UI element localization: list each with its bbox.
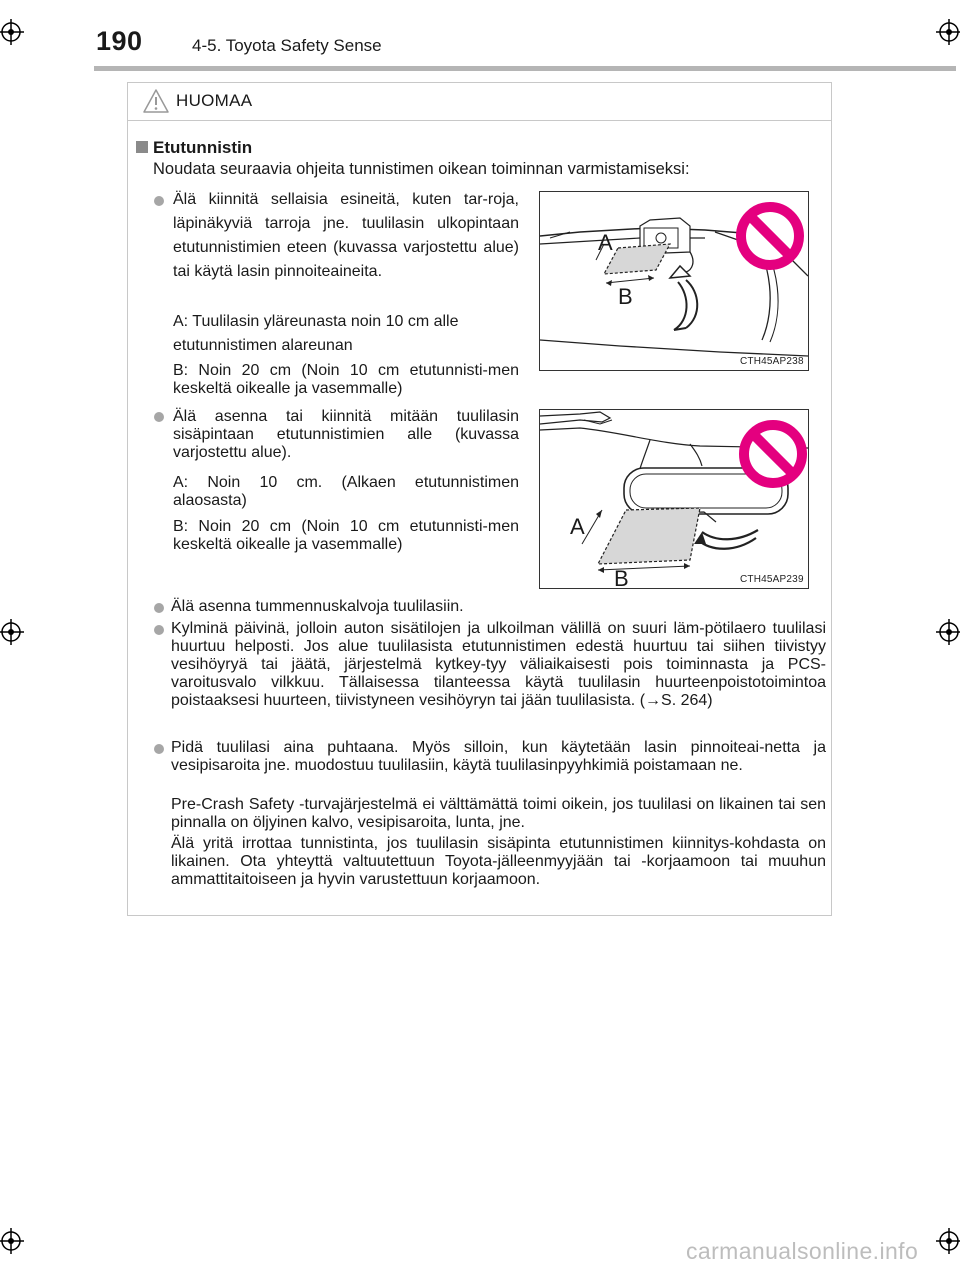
registration-mark-icon [936, 19, 960, 45]
figure-1 [539, 191, 809, 371]
bullet [154, 196, 164, 206]
item4-text: Kylminä päivinä, jolloin auton sisätilojen ja ulkoilman välillä on suuri läm-pötilaero tuulilasi huurtuu helposti. Jos alue tuulilasista etutunnistimen edestä huurtuu tai siihen tiivistyy vesihöyryä tai jäätä, järjestelmä kytkey-tyy väliaikaisesti pois toiminnasta ja PCS-varoitusvalo vilkkuu. Tällaisessa tilanteessa käytä tuulilasin huurteenpoistotoimintoa poistaaksesi huurteen, tiivistyneen vesihöyryn tai jään tuulilasista. (→S. 264) [171, 620, 826, 709]
section-title: 4-5. Toyota Safety Sense [192, 36, 382, 55]
bullet [154, 744, 164, 754]
header-rule [94, 66, 956, 71]
figure-2-label-b: B [614, 566, 629, 591]
item5-text-2: Pre-Crash Safety -turvajärjestelmä ei välttämättä toimi oikein, jos tuulilasi on likainen tai sen pinnalla on öljyinen kalvo, vesipisaroita, lunta, jne. [171, 796, 826, 831]
page-number: 190 [96, 26, 143, 56]
warning-triangle-icon [142, 88, 170, 114]
bullet [154, 603, 164, 613]
item5-text-1: Pidä tuulilasi aina puhtaana. Myös silloin, kun käytetään lasin pinnoiteai-netta ja vesipisaroita jne. muodostuu tuulilasiin, käytä tuulilasinpyyhkimiä poistamaan ne. [171, 739, 826, 774]
figure-2-label-a: A [570, 514, 585, 539]
bullet [154, 625, 164, 635]
item5-text-3: Älä yritä irrottaa tunnistinta, jos tuulilasin sisäpinta etutunnistimen kiinnitys-kohdasta on likainen. Ota yhteyttä valtuutettuun Toyota-jälleenmyyjään tai -korjaamoon tai muuhun ammattitaitoiseen ja hyvin varustettuun korjaamoon. [171, 835, 826, 888]
heading-square [136, 141, 148, 153]
item2-text: Älä asenna tai kiinnitä mitään tuulilasin sisäpintaan etutunnistimien alle (kuvassa varjostettu alue). [173, 408, 519, 461]
prohibition-icon [738, 419, 808, 489]
item2-note-a: A: Noin 10 cm. (Alkaen etutunnistimen alaosasta) [173, 474, 519, 509]
notice-heading: Etutunnistin [153, 138, 253, 157]
notice-title: HUOMAA [176, 91, 253, 110]
notice-header [128, 83, 831, 121]
item1-text: Älä kiinnitä sellaisia esineitä, kuten tar-roja, läpinäkyviä tarroja jne. tuulilasin ulkopintaan etutunnistimien eteen (kuvassa varjostettu alue) tai käytä lasin pinnoiteaineita. [173, 191, 519, 280]
prohibition-icon [735, 201, 805, 271]
registration-mark-icon [0, 1228, 24, 1254]
figure-2 [539, 409, 809, 589]
figure-1-code: CTH45AP238 [740, 356, 804, 367]
figure-1-label-a: A [598, 230, 613, 255]
registration-mark-icon [936, 619, 960, 645]
item3-text: Älä asenna tummennuskalvoja tuulilasiin. [171, 598, 464, 615]
item1-note-b: B: Noin 20 cm (Noin 10 cm etutunnisti-men keskeltä oikealle ja vasemmalle) [173, 362, 519, 397]
bullet [154, 412, 164, 422]
item1-note-a: A: Tuulilasin yläreunasta noin 10 cm alle etutunnistimen alareunan [173, 313, 459, 354]
item2-note-b: B: Noin 20 cm (Noin 10 cm etutunnisti-men keskeltä oikealle ja vasemmalle) [173, 518, 519, 553]
notice-intro: Noudata seuraavia ohjeita tunnistimen oikean toiminnan varmistamiseksi: [153, 160, 690, 178]
figure-1-label-b: B [618, 284, 633, 309]
registration-mark-icon [0, 19, 24, 45]
footer-watermark: carmanualsonline.info [686, 1238, 919, 1264]
figure-2-code: CTH45AP239 [740, 574, 804, 585]
registration-mark-icon [936, 1228, 960, 1254]
registration-mark-icon [0, 619, 24, 645]
